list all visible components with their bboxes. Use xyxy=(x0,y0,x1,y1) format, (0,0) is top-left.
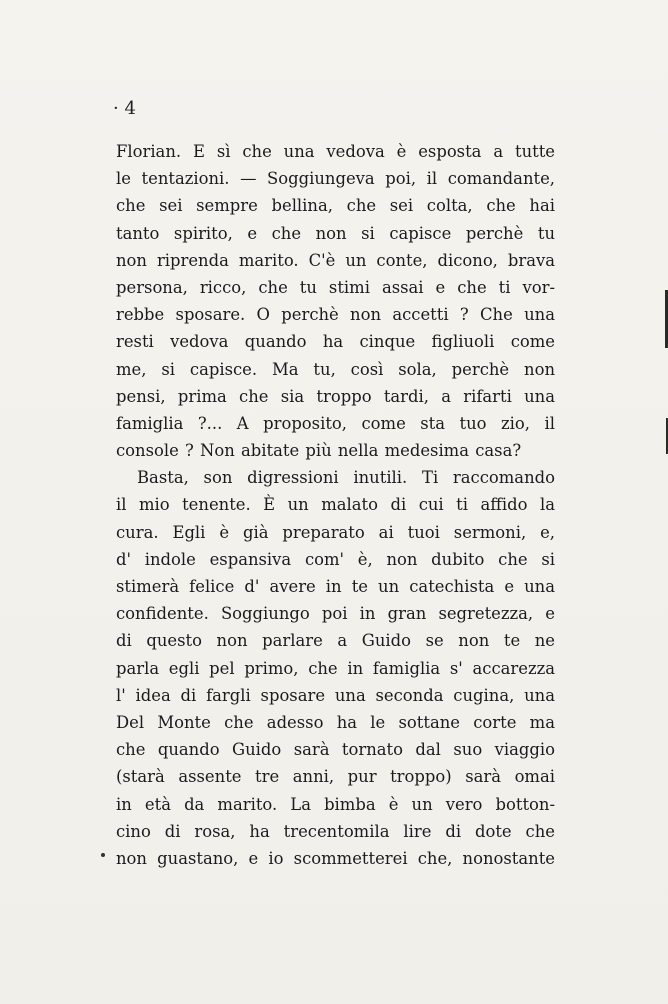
text-line: me, si capisce. Ma tu, così sola, perchè non xyxy=(116,359,555,379)
text-line: famiglia ?... A proposito, come sta tuo zio, il xyxy=(116,413,555,433)
text-line: console ? Non abitate più nella medesima casa? xyxy=(116,441,522,461)
text-line: rebbe sposare. O perchè non accetti ? Che una xyxy=(116,305,555,325)
text-line: tanto spirito, e che non si capisce perchè tu xyxy=(116,223,555,243)
text-line: di questo non parlare a Guido se non te ne xyxy=(116,631,555,651)
text-line: pensi, prima che sia troppo tardi, a rifarti una xyxy=(116,386,555,406)
text-line: non riprenda marito. C'è un conte, dicono, brava xyxy=(116,250,555,270)
text-line: stimerà felice d' avere in te un catechista e una xyxy=(116,577,555,596)
text-line: il mio tenente. È un malato di cui ti affido la xyxy=(116,495,555,515)
ink-speck xyxy=(101,853,105,857)
body-text xyxy=(116,138,555,872)
text-line: cura. Egli è già preparato ai tuoi sermoni, e, xyxy=(116,522,555,542)
text-line: persona, ricco, che tu stimi assai e che ti vor- xyxy=(116,277,555,297)
text-line: Del Monte che adesso ha le sottane corte ma xyxy=(116,712,555,732)
text-line: non guastano, e io scommetterei che, nonostante xyxy=(116,848,555,868)
text-line: d' indole espansiva com' è, non dubito che si xyxy=(116,549,555,569)
text-line: confidente. Soggiungo poi in gran segretezza, e xyxy=(116,604,555,624)
text-line: Basta, son digressioni inutili. Ti raccomando xyxy=(137,468,555,488)
text-line: in età da marito. La bimba è un vero botton- xyxy=(116,794,555,814)
text-line: Florian. E sì che una vedova è esposta a tutte xyxy=(116,142,555,161)
text-line: resti vedova quando ha cinque figliuoli come xyxy=(116,332,555,352)
text-line: che quando Guido sarà tornato dal suo viaggio xyxy=(116,740,555,760)
page-number: · 4 xyxy=(113,98,136,119)
text-line: (starà assente tre anni, pur troppo) sarà omai xyxy=(116,767,555,787)
text-line: l' idea di fargli sposare una seconda cugina, una xyxy=(116,685,555,705)
text-line: cino di rosa, ha trecentomila lire di dote che xyxy=(116,821,555,841)
text-line: che sei sempre bellina, che sei colta, che hai xyxy=(116,196,555,216)
text-line: parla egli pel primo, che in famiglia s' accarezza xyxy=(116,658,555,678)
text-line: le tentazioni. — Soggiungeva poi, il comandante, xyxy=(116,169,555,189)
